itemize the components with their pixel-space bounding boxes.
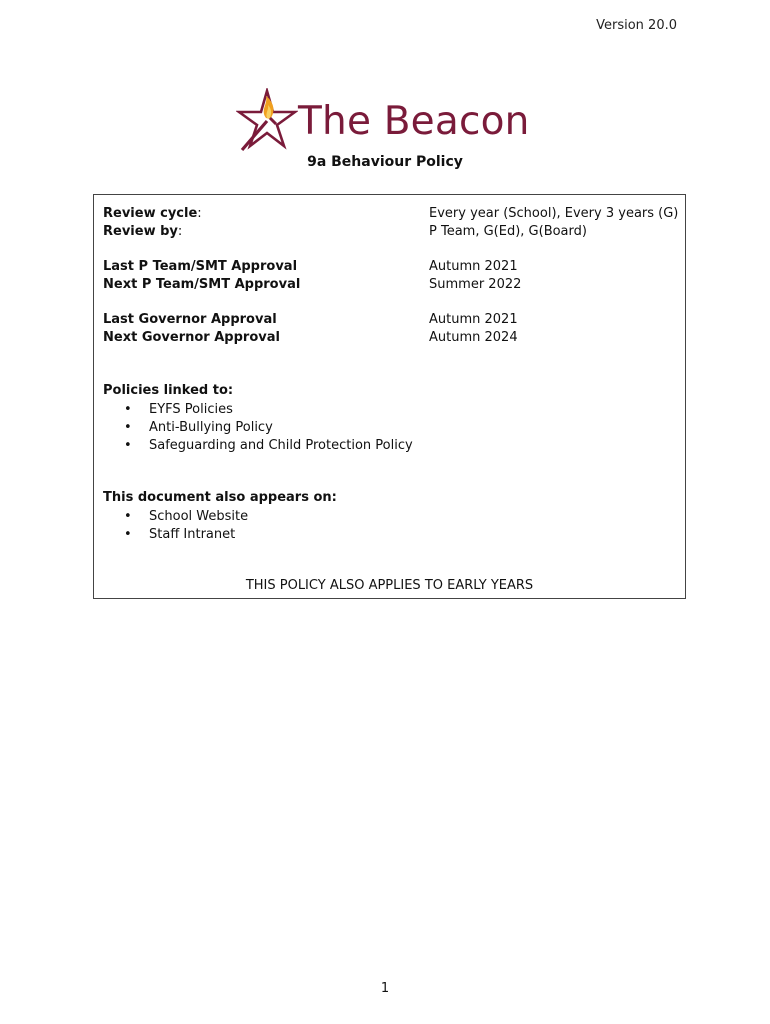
appears-on-list — [103, 508, 248, 544]
review-by-value: P Team, G(Ed), G(Board) — [429, 224, 587, 239]
last-pteam-label: Last P Team/SMT Approval — [103, 259, 298, 274]
list-item: • Safeguarding and Child Protection Policy — [103, 437, 413, 455]
logo-text: The Beacon — [298, 98, 530, 144]
review-cycle-row — [103, 205, 202, 223]
early-years-note: THIS POLICY ALSO APPLIES TO EARLY YEARS — [245, 578, 534, 593]
next-pteam-value: Summer 2022 — [429, 277, 522, 292]
next-gov-label: Next Governor Approval — [103, 330, 280, 345]
next-gov-row — [103, 329, 280, 347]
review-cycle-value: Every year (School), Every 3 years (G) — [429, 206, 679, 221]
last-pteam-value: Autumn 2021 — [429, 259, 518, 274]
colon: : — [197, 206, 202, 221]
last-gov-value: Autumn 2021 — [429, 312, 518, 327]
list-item: • EYFS Policies — [103, 401, 413, 419]
version-label: Version 20.0 — [596, 18, 677, 33]
list-item: • School Website — [103, 508, 248, 526]
last-pteam-row — [103, 258, 297, 276]
policies-linked-title: Policies linked to: — [103, 383, 234, 398]
list-item: • Anti-Bullying Policy — [103, 419, 413, 437]
school-logo — [236, 86, 530, 156]
appears-on-title: This document also appears on: — [103, 490, 337, 505]
document-title: 9a Behaviour Policy — [307, 154, 463, 170]
star-torch-icon — [236, 88, 298, 154]
policy-details-box — [93, 194, 686, 599]
next-gov-value: Autumn 2024 — [429, 330, 518, 345]
list-item: • Staff Intranet — [103, 526, 248, 544]
review-by-row — [103, 223, 182, 241]
colon: : — [177, 224, 183, 239]
review-cycle-label: Review cycle — [103, 206, 198, 221]
page-number: 1 — [380, 981, 390, 996]
review-by-label: Review by — [103, 224, 178, 239]
last-gov-row — [103, 311, 277, 329]
next-pteam-row — [103, 276, 300, 294]
next-pteam-label: Next P Team/SMT Approval — [103, 277, 301, 292]
last-gov-label: Last Governor Approval — [103, 312, 277, 327]
policies-linked-list — [103, 401, 413, 455]
